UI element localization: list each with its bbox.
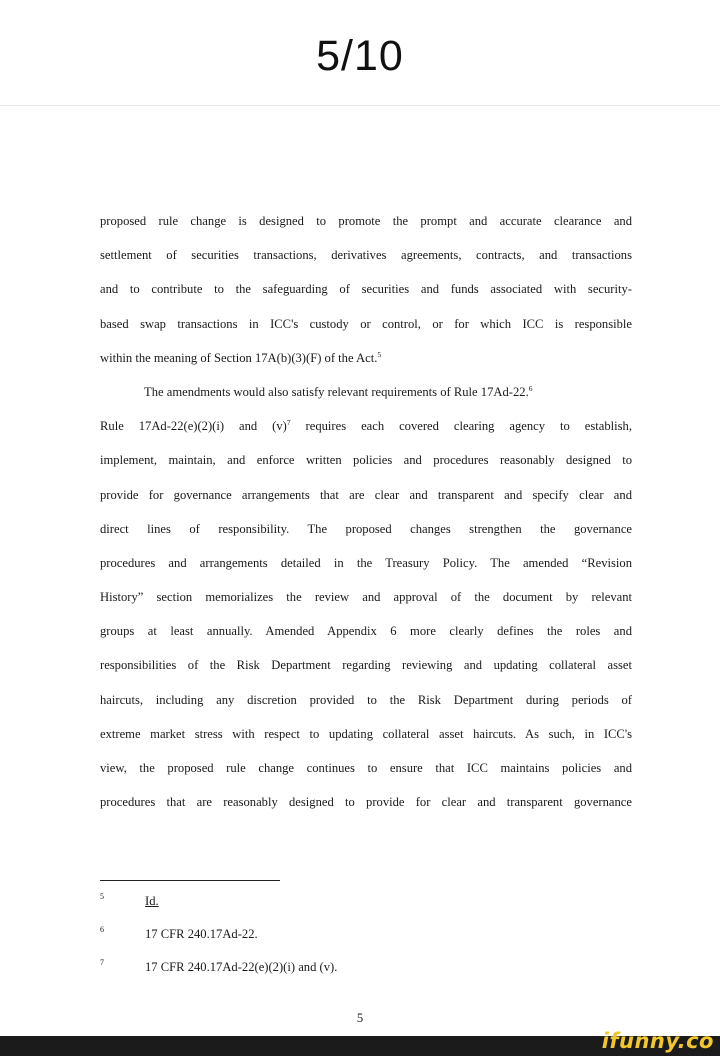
text-segment: Rule 17Ad-22(e)(2)(i) and (v) (100, 419, 287, 434)
document-body (100, 204, 632, 819)
document-page (0, 107, 720, 1036)
text-segment: The amendments would also satisfy relevant requirements of Rule 17Ad-22. (144, 384, 529, 399)
text-line: groups at least annually. Amended Appendix 6 more clearly defines the roles and (100, 624, 632, 639)
text-line: based swap transactions in ICC's custody or control, or for which ICC is responsible (100, 316, 632, 331)
image-counter: 5/10 (316, 32, 404, 80)
footnote (100, 923, 600, 956)
footnote-number: 6 (100, 925, 104, 934)
ifunny-watermark: ifunny.co (601, 1029, 714, 1053)
text-line: provide for governance arrangements that are clear and transparent and specify clear and (100, 487, 632, 502)
text-line: History” section memorializes the review and approval of the document by relevant (100, 590, 632, 605)
text-line: extreme market stress with respect to updating collateral asset haircuts. As such, in ICC's (100, 726, 632, 741)
text-line: proposed rule change is designed to promote the prompt and accurate clearance and (100, 214, 632, 228)
text-line (100, 341, 632, 375)
text-line: responsibilities of the Risk Department regarding reviewing and updating collateral asset (100, 658, 632, 673)
footnote-text: 17 CFR 240.17Ad-22(e)(2)(i) and (v). (145, 960, 338, 974)
text-segment: requires each covered clearing agency to establish, (290, 419, 632, 434)
watermark-bar (0, 1029, 720, 1056)
footnotes (100, 890, 600, 989)
text-line (100, 375, 632, 409)
text-line (100, 409, 632, 443)
footnote-number: 7 (100, 958, 104, 967)
footnote-ref: 7 (286, 418, 291, 428)
footnote (100, 956, 600, 989)
text-line: haircuts, including any discretion provided to the Risk Department during periods of (100, 692, 632, 707)
footnote-ref: 6 (528, 383, 533, 393)
text-line: procedures that are reasonably designed to provide for clear and transparent governance (100, 795, 632, 810)
footnote (100, 890, 600, 923)
footnote-number: 5 (100, 892, 104, 901)
text-line: view, the proposed rule change continues to ensure that ICC maintains policies and (100, 761, 632, 775)
footnote-text: Id. (145, 894, 159, 908)
gallery-header (0, 0, 720, 106)
text-segment: within the meaning of Section 17A(b)(3)(F) of the Act. (100, 350, 378, 365)
text-line: settlement of securities transactions, derivatives agreements, contracts, and transactions (100, 248, 632, 263)
footnote-divider (100, 880, 280, 881)
footnote-text: 17 CFR 240.17Ad-22. (145, 927, 258, 941)
page-number: 5 (356, 1011, 364, 1025)
footnote-ref: 5 (377, 349, 382, 359)
text-line: and to contribute to the safeguarding of securities and funds associated with security- (100, 282, 632, 297)
text-line: procedures and arrangements detailed in the Treasury Policy. The amended “Revision (100, 555, 632, 570)
text-line: implement, maintain, and enforce written policies and procedures reasonably designed to (100, 453, 632, 468)
text-line: direct lines of responsibility. The proposed changes strengthen the governance (100, 521, 632, 536)
